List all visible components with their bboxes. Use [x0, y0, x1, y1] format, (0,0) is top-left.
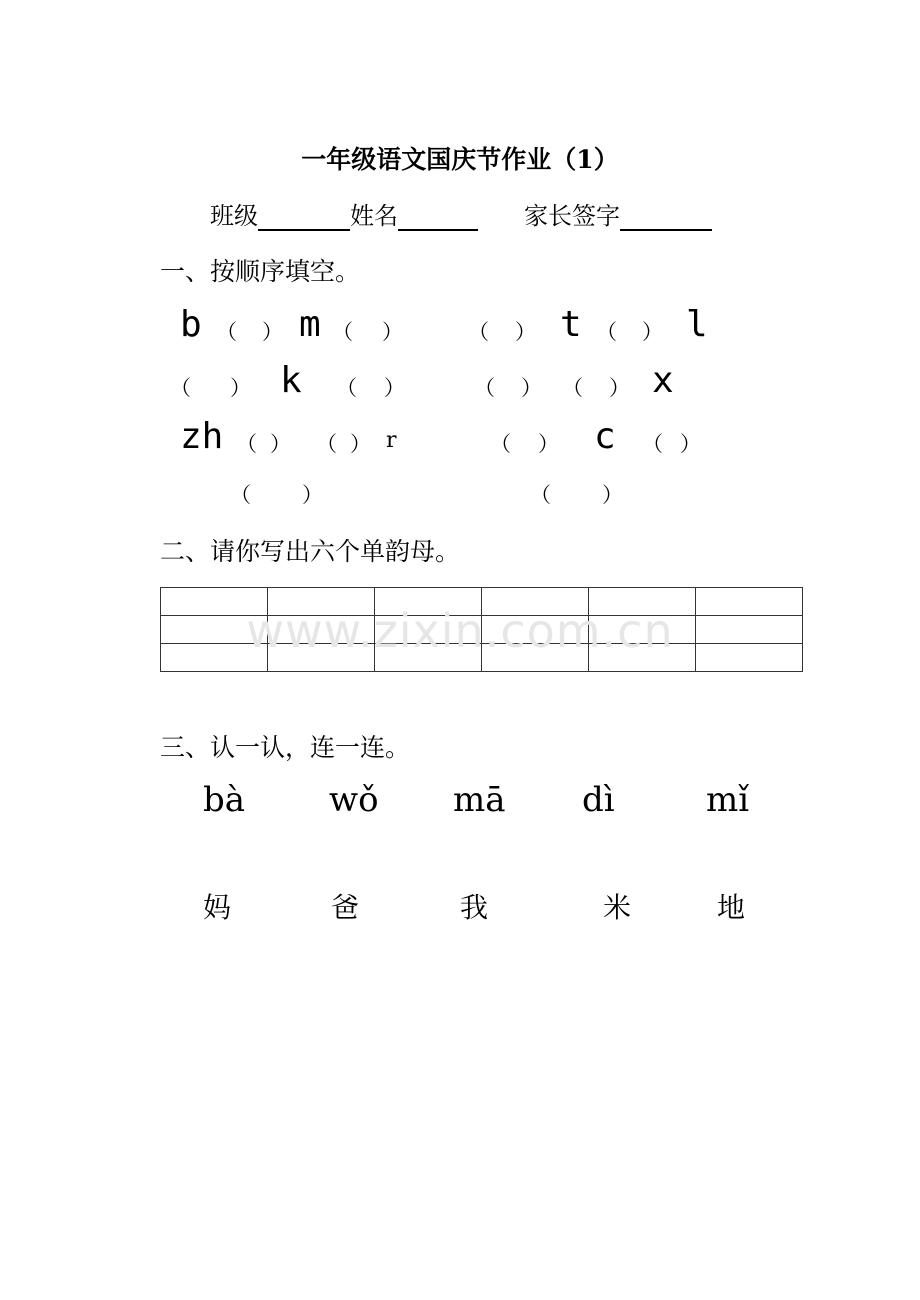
paren-open: （	[332, 320, 353, 344]
parent-signature-blank[interactable]	[620, 203, 712, 231]
paren-close: ）	[515, 320, 536, 344]
pinyin-ma[interactable]: mā	[453, 780, 506, 820]
letter-k: k	[280, 360, 302, 401]
paren-close: ）	[270, 432, 291, 456]
watermark: www.zixin.com.cn	[246, 604, 674, 658]
letter-b: b	[180, 304, 202, 345]
section1-heading: 一、按顺序填空。	[160, 257, 361, 286]
paren-close: ）	[521, 376, 542, 400]
letter-t: t	[560, 304, 582, 345]
letter-l: l	[686, 304, 708, 345]
paren-close: ）	[302, 483, 323, 507]
pinyin-ba[interactable]: bà	[203, 780, 246, 820]
parent-signature-label: 家长签字	[524, 202, 620, 230]
hanzi-di[interactable]: 地	[717, 891, 746, 924]
class-blank[interactable]	[258, 203, 350, 231]
paren-open: （	[170, 376, 191, 400]
hanzi-mi[interactable]: 米	[603, 891, 632, 924]
letter-c: c	[594, 416, 616, 457]
letter-zh: zh	[180, 416, 224, 457]
paren-close: ）	[609, 376, 630, 400]
paren-close: ）	[350, 432, 371, 456]
paren-open: （	[530, 483, 551, 507]
pinyin-mi[interactable]: mǐ	[706, 780, 750, 820]
paren-open: （	[474, 376, 495, 400]
section3-heading: 三、认一认，连一连。	[160, 733, 411, 762]
paren-close: ）	[384, 376, 405, 400]
class-field	[210, 196, 478, 231]
paren-open: （	[642, 432, 663, 456]
class-label: 班级	[210, 202, 258, 230]
paren-open: （	[316, 432, 337, 456]
pinyin-di[interactable]: dì	[582, 780, 615, 820]
name-blank[interactable]	[398, 203, 478, 231]
paren-open: （	[468, 320, 489, 344]
paren-close: ）	[680, 432, 701, 456]
paren-open: （	[562, 376, 583, 400]
hanzi-ma[interactable]: 妈	[203, 891, 232, 924]
letter-r: r	[386, 428, 397, 453]
letter-x: x	[652, 360, 674, 401]
paren-close: ）	[538, 432, 559, 456]
name-label: 姓名	[350, 202, 398, 230]
paren-close: ）	[642, 320, 663, 344]
letter-m: m	[299, 304, 321, 345]
paren-open: （	[230, 483, 251, 507]
parent-signature-field	[524, 196, 712, 231]
hanzi-ba[interactable]: 爸	[331, 891, 360, 924]
paren-close: ）	[382, 320, 403, 344]
paren-open: （	[490, 432, 511, 456]
section2-heading: 二、请你写出六个单韵母。	[160, 537, 461, 566]
paren-open: （	[216, 320, 237, 344]
page-title: 一年级语文国庆节作业（1）	[301, 145, 619, 174]
paren-close: ）	[230, 376, 251, 400]
pinyin-wo[interactable]: wǒ	[329, 780, 379, 820]
paren-close: ）	[602, 483, 623, 507]
paren-open: （	[336, 376, 357, 400]
hanzi-wo[interactable]: 我	[460, 891, 489, 924]
paren-open: （	[236, 432, 257, 456]
paren-open: （	[596, 320, 617, 344]
paren-close: ）	[262, 320, 283, 344]
